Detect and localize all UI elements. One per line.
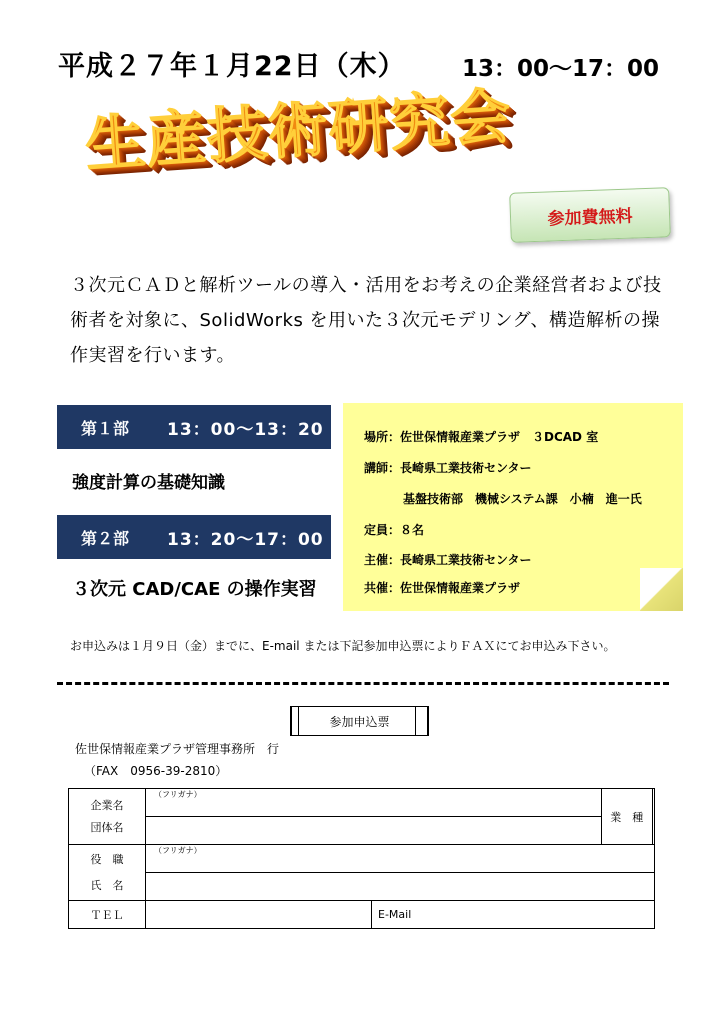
name-furigana-field[interactable]: （フリガナ） bbox=[146, 845, 655, 873]
info-lecturer-detail: 基盤技術部 機械システム課 小楠 進一氏 bbox=[403, 492, 642, 506]
part-1-time: 13：00～13：20 bbox=[167, 419, 324, 440]
part-2-bar bbox=[57, 515, 331, 559]
form-title-inner-line-left bbox=[298, 706, 299, 736]
email-label: E-Mail bbox=[378, 908, 412, 921]
position-name-label-cell bbox=[69, 845, 146, 901]
industry-label: 業 種 bbox=[601, 789, 652, 845]
event-date: 平成２７年１月22日（木） bbox=[58, 51, 406, 82]
form-fax: （FAX 0956-39-2810） bbox=[84, 764, 228, 778]
tel-label: ＴＥＬ bbox=[69, 901, 146, 929]
company-name-field[interactable] bbox=[146, 817, 602, 845]
organization-label: 団体名 bbox=[90, 820, 124, 834]
tel-field[interactable] bbox=[146, 901, 372, 929]
part-1-bar bbox=[57, 405, 331, 449]
part-1-description: 強度計算の基礎知識 bbox=[72, 473, 225, 493]
part-1-label: 第１部 bbox=[81, 418, 130, 438]
cut-line-divider bbox=[57, 682, 669, 685]
company-label-cell bbox=[69, 789, 146, 845]
industry-field[interactable] bbox=[652, 789, 654, 845]
info-lecturer: 講師：長崎県工業技術センター bbox=[364, 461, 532, 475]
name-label: 氏 名 bbox=[90, 878, 124, 892]
info-place: 場所：佐世保情報産業プラザ ３DCAD 室 bbox=[364, 430, 599, 444]
email-field[interactable] bbox=[372, 901, 655, 929]
info-host: 主催：長崎県工業技術センター bbox=[364, 553, 532, 567]
free-admission-badge: 参加費無料 bbox=[509, 187, 671, 243]
sticky-note-curl bbox=[640, 568, 683, 611]
form-title-inner-line-right bbox=[415, 706, 416, 736]
company-furigana-field[interactable]: （フリガナ） bbox=[146, 789, 602, 817]
part-2-label: 第２部 bbox=[81, 528, 130, 548]
form-address: 佐世保情報産業プラザ管理事務所 行 bbox=[75, 742, 280, 756]
part-2-time: 13：20～17：00 bbox=[167, 529, 324, 550]
name-field[interactable] bbox=[146, 873, 655, 901]
intro-text: ３次元ＣＡＤと解析ツールの導入・活用をお考えの企業経営者および技術者を対象に、SolidWorks を用いた３次元モデリング、構造解析の操作実習を行います。 bbox=[70, 275, 662, 366]
company-label: 企業名 bbox=[90, 798, 124, 812]
info-cohost: 共催：佐世保情報産業プラザ bbox=[364, 581, 521, 595]
info-capacity: 定員：８名 bbox=[364, 523, 425, 537]
part-2-description: ３次元 CAD/CAE の操作実習 bbox=[72, 579, 317, 600]
position-label: 役 職 bbox=[90, 852, 124, 866]
application-deadline: お申込みは１月９日（金）までに、E-mail または下記参加申込票によりＦＡＸにてお申込み下さい。 bbox=[70, 639, 616, 653]
event-title: 生産技術研究会 bbox=[82, 81, 514, 182]
event-time: 13：00～17：00 bbox=[462, 56, 660, 82]
application-form-table bbox=[68, 788, 655, 929]
form-title: 参加申込票 bbox=[290, 706, 429, 736]
